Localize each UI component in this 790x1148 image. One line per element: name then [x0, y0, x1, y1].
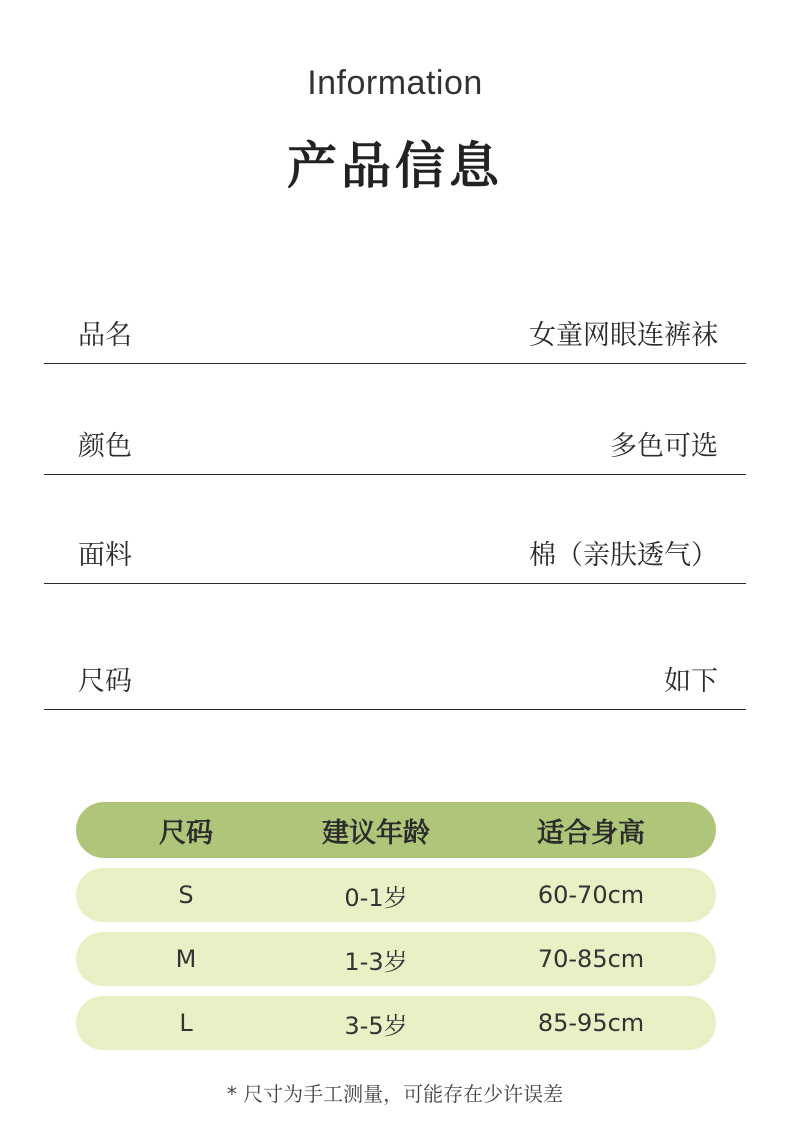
info-label-fabric: 面料: [78, 540, 132, 571]
table-cell-size: M: [175, 945, 197, 973]
page-subtitle: Information: [307, 64, 483, 102]
table-row: [76, 932, 716, 986]
info-label-name: 品名: [78, 320, 132, 351]
page-title: 产品信息: [287, 137, 503, 195]
table-cell-size: S: [178, 881, 194, 909]
table-cell-height: 85-95cm: [537, 1009, 645, 1037]
table-cell-age: 1-3岁: [344, 947, 408, 976]
table-cell-height: 60-70cm: [537, 881, 645, 909]
size-table: [76, 802, 716, 1060]
info-row-size: [44, 649, 746, 710]
info-row-name: [44, 303, 746, 364]
measurement-footnote: * 尺寸为手工测量，可能存在少许误差: [226, 1082, 564, 1106]
table-row: [76, 996, 716, 1050]
info-value-size: 如下: [664, 666, 718, 697]
table-cell-age: 0-1岁: [344, 883, 408, 912]
info-row-fabric: [44, 523, 746, 584]
info-label-color: 颜色: [78, 431, 132, 462]
table-cell-size: L: [179, 1009, 193, 1037]
size-table-header: [76, 802, 716, 858]
info-value-name: 女童网眼连裤袜: [529, 320, 718, 351]
table-cell-height: 70-85cm: [537, 945, 645, 973]
info-label-size: 尺码: [78, 666, 132, 697]
column-header-size: 尺码: [159, 817, 213, 849]
info-value-fabric: 棉（亲肤透气）: [529, 540, 718, 571]
info-row-color: [44, 414, 746, 475]
column-header-height: 适合身高: [537, 817, 645, 849]
table-row: [76, 868, 716, 922]
info-value-color: 多色可选: [610, 431, 718, 462]
table-cell-age: 3-5岁: [344, 1011, 408, 1040]
column-header-age: 建议年龄: [322, 817, 430, 849]
